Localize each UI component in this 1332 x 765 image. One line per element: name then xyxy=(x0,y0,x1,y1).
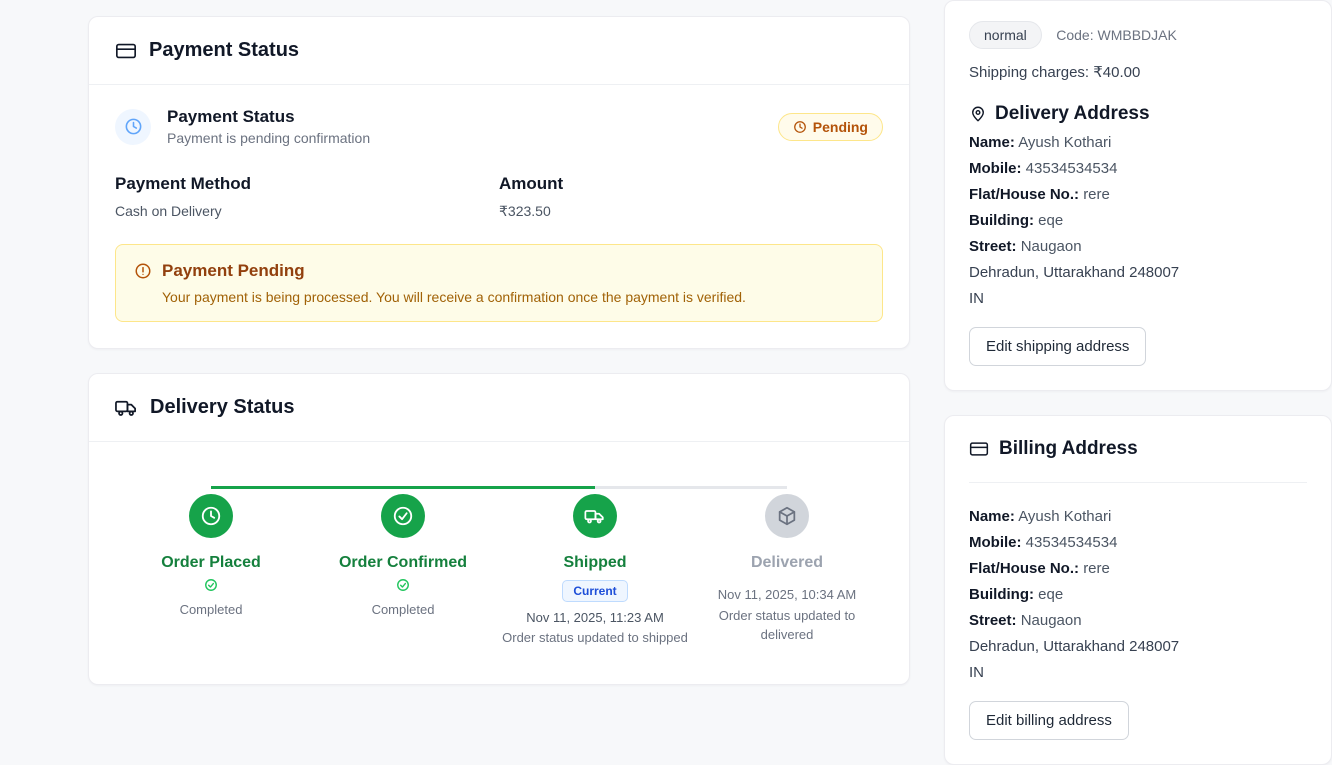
payment-pending-alert-title-row xyxy=(134,261,864,281)
billing-mobile-line xyxy=(969,534,1307,551)
timeline-connector-1 xyxy=(211,486,403,489)
amount-block xyxy=(499,174,883,220)
delivery-mobile-line xyxy=(969,160,1307,177)
delivery-street-line xyxy=(969,238,1307,255)
billing-country-line: IN xyxy=(969,664,984,681)
edit-billing-address-button[interactable]: Edit billing address xyxy=(969,701,1129,740)
billing-building-line xyxy=(969,586,1307,603)
billing-address-card xyxy=(944,415,1332,765)
delivery-street-value: Naugaon xyxy=(1020,238,1082,255)
map-pin-icon xyxy=(969,105,987,123)
payment-status-body xyxy=(89,85,909,348)
shipping-charges: Shipping charges: ₹40.00 xyxy=(969,64,1141,81)
step-note: Order status updated to delivered xyxy=(718,607,856,642)
billing-name-label: Name: xyxy=(969,508,1015,525)
order-code: Code: WMBBDJAK xyxy=(1056,27,1177,43)
delivery-city-line: Dehradun, Uttarakhand 248007 xyxy=(969,264,1180,281)
delivery-status-card xyxy=(88,373,910,685)
delivery-country-line: IN xyxy=(969,290,984,307)
badge-clock-icon xyxy=(793,120,807,134)
delivery-status-body xyxy=(89,442,909,684)
step-current-chip: Current xyxy=(562,580,627,602)
delivery-name-value: Ayush Kothari xyxy=(1018,134,1112,151)
alert-circle-icon xyxy=(134,262,152,280)
step-truck-icon xyxy=(573,494,617,538)
order-priority-row xyxy=(969,21,1307,49)
delivery-address-title-row xyxy=(969,103,1307,125)
credit-card-icon xyxy=(115,40,137,62)
billing-address-body xyxy=(969,483,1307,740)
step-check-icon xyxy=(307,578,499,597)
step-label: Order Placed xyxy=(161,554,261,571)
billing-street-line xyxy=(969,612,1307,629)
billing-flat-line xyxy=(969,560,1307,577)
step-label: Shipped xyxy=(563,554,627,571)
billing-card-icon xyxy=(969,439,989,459)
step-date: Nov 11, 2025, 10:34 AM xyxy=(717,587,857,602)
edit-shipping-address-button[interactable]: Edit shipping address xyxy=(969,327,1146,366)
delivery-building-label: Building: xyxy=(969,212,1034,229)
clock-icon xyxy=(115,109,151,145)
payment-status-info xyxy=(115,107,370,146)
delivery-building-line xyxy=(969,212,1307,229)
delivery-flat-label: Flat/House No.: xyxy=(969,186,1080,203)
delivery-street-label: Street: xyxy=(969,238,1017,255)
delivery-name-label: Name: xyxy=(969,134,1015,151)
payment-pending-alert-text: Your payment is being processed. You will receive a confirmation once the payment is verified. xyxy=(162,289,746,305)
step-clock-icon xyxy=(189,494,233,538)
left-column xyxy=(88,16,910,685)
billing-address-title: Billing Address xyxy=(999,438,1138,459)
priority-badge: normal xyxy=(969,21,1042,49)
payment-method-label: Payment Method xyxy=(115,174,252,193)
timeline-connector-2 xyxy=(403,486,595,489)
step-label: Order Confirmed xyxy=(338,554,467,571)
billing-name-line xyxy=(969,508,1307,525)
delivery-flat-value: rere xyxy=(1083,186,1110,203)
step-note: Order status updated to shipped xyxy=(502,630,688,645)
payment-status-row xyxy=(115,107,883,146)
billing-flat-value: rere xyxy=(1083,560,1110,577)
delivery-mobile-label: Mobile: xyxy=(969,160,1022,177)
delivery-building-value: eqe xyxy=(1038,212,1064,229)
timeline-step-order-placed xyxy=(115,494,307,648)
billing-address-header xyxy=(969,416,1307,483)
billing-building-value: eqe xyxy=(1038,586,1064,603)
payment-pending-alert xyxy=(115,244,883,322)
payment-pending-alert-title: Payment Pending xyxy=(162,261,305,280)
step-label: Delivered xyxy=(750,554,824,571)
billing-building-label: Building: xyxy=(969,586,1034,603)
delivery-address-card xyxy=(944,0,1332,391)
payment-status-subtitle: Payment is pending confirmation xyxy=(167,130,371,146)
delivery-address-title: Delivery Address xyxy=(995,103,1150,124)
timeline-step-delivered xyxy=(691,494,883,648)
payment-pending-badge-label: Pending xyxy=(812,118,868,135)
step-date: Nov 11, 2025, 11:23 AM xyxy=(526,610,664,625)
timeline-step-order-confirmed xyxy=(307,494,499,648)
payment-status-card-title: Payment Status xyxy=(149,39,300,61)
truck-icon xyxy=(115,396,138,419)
step-status-text: Completed xyxy=(371,602,435,617)
delivery-status-card-header xyxy=(89,374,909,442)
billing-city-line: Dehradun, Uttarakhand 248007 xyxy=(969,638,1180,655)
delivery-mobile-value: 43534534534 xyxy=(1025,160,1118,177)
billing-mobile-label: Mobile: xyxy=(969,534,1022,551)
billing-mobile-value: 43534534534 xyxy=(1025,534,1118,551)
payment-status-card xyxy=(88,16,910,349)
billing-street-value: Naugaon xyxy=(1020,612,1082,629)
billing-flat-label: Flat/House No.: xyxy=(969,560,1080,577)
amount-value: ₹323.50 xyxy=(499,203,551,219)
right-column xyxy=(944,0,1332,765)
timeline-step-shipped xyxy=(499,494,691,648)
payment-status-title: Payment Status xyxy=(167,107,295,126)
payment-pending-badge xyxy=(778,113,883,141)
billing-name-value: Ayush Kothari xyxy=(1018,508,1112,525)
billing-street-label: Street: xyxy=(969,612,1017,629)
payment-details xyxy=(115,174,883,220)
step-check-icon xyxy=(115,578,307,597)
step-package-icon xyxy=(765,494,809,538)
delivery-timeline xyxy=(115,464,883,658)
amount-label: Amount xyxy=(499,174,564,193)
payment-method-value: Cash on Delivery xyxy=(115,203,222,219)
payment-status-card-header xyxy=(89,17,909,85)
step-check-circle-icon xyxy=(381,494,425,538)
delivery-name-line xyxy=(969,134,1307,151)
step-status-text: Completed xyxy=(179,602,243,617)
payment-method-block xyxy=(115,174,499,220)
delivery-flat-line xyxy=(969,186,1307,203)
timeline-connector-3 xyxy=(595,486,787,489)
delivery-status-card-title: Delivery Status xyxy=(150,396,295,418)
